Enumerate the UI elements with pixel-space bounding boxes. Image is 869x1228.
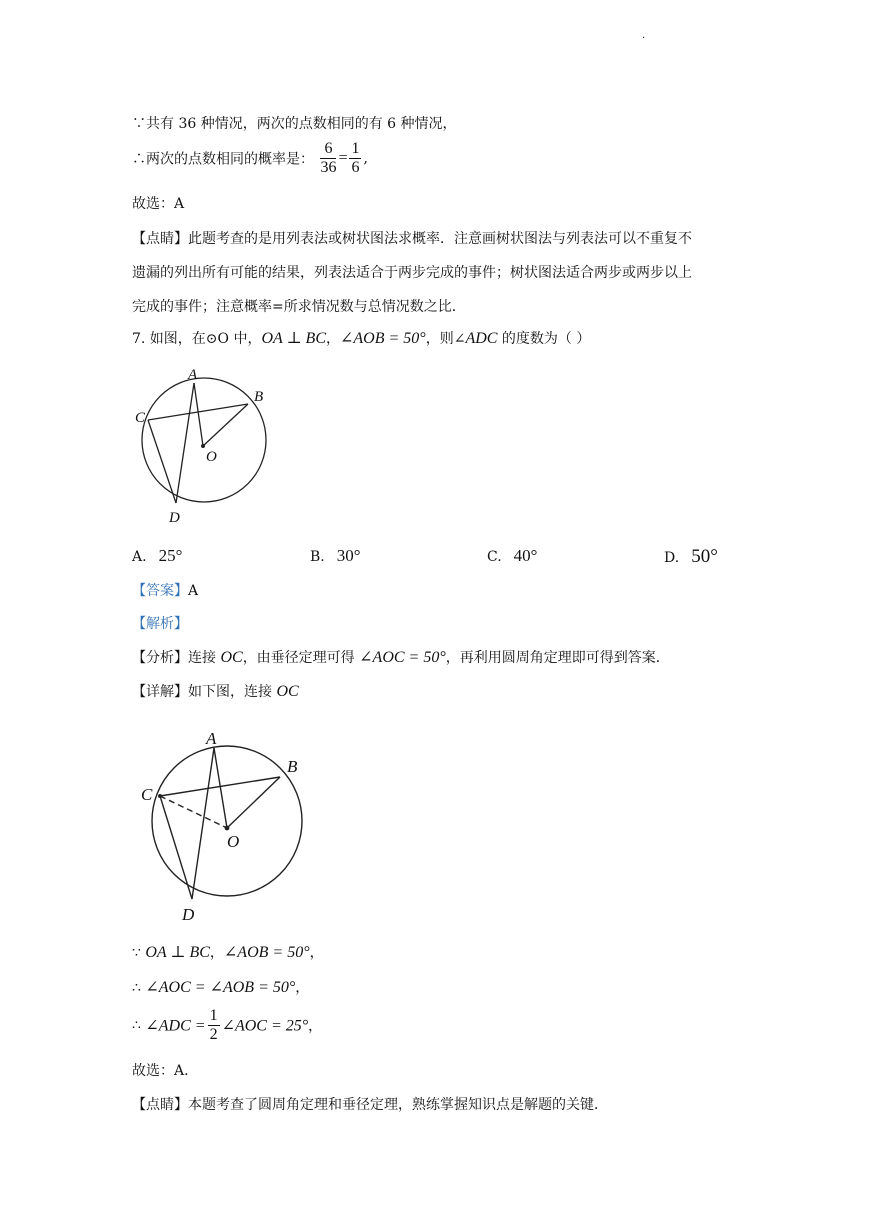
option-a[interactable]: A. 25° xyxy=(132,546,183,565)
fraction-6-36: $\frac{6}{36}$ xyxy=(320,140,337,176)
option-b[interactable]: B. 30° xyxy=(310,546,361,565)
sol6-line-1: ∵共有 36 种情况，两次的点数相同的有 6 种情况， xyxy=(132,116,457,132)
sol6-comment-1: 【点睛】此题考查的是用列表法或树状图法求概率．注意画树状图法与列表法可以不重复不 xyxy=(132,231,692,247)
label-c: C xyxy=(135,410,146,426)
label-o-2: O xyxy=(227,832,240,851)
answer-line: 【答案】A xyxy=(132,583,199,599)
sol6-choice: 故选：A xyxy=(132,196,185,212)
fraction-1-6: $\frac{1}{6}$ xyxy=(351,140,360,176)
solution-figure xyxy=(130,722,320,927)
label-a-2: A xyxy=(206,729,217,748)
analysis-fenxi: 【分析】连接 OC，由垂径定理可得 ∠AOC = 50°，再利用圆周角定理即可得到答案． xyxy=(132,649,670,666)
final-choice: 故选：A． xyxy=(132,1063,199,1079)
analysis-tag: 【解析】 xyxy=(132,616,188,632)
circle-o-2 xyxy=(152,746,302,896)
option-c[interactable]: C. 40° xyxy=(487,546,538,565)
final-comment: 【点睛】本题考查了圆周角定理和垂径定理，熟练掌握知识点是解题的关键． xyxy=(132,1097,608,1113)
step-3: ∴ ∠ADC = $\frac{1}{2}$ ∠AOC = 25°， xyxy=(132,1007,323,1043)
option-d[interactable]: D. 50° xyxy=(664,546,718,567)
step-1: ∵ OA ⊥ BC，∠AOB = 50°， xyxy=(132,944,324,961)
label-a: A xyxy=(188,367,198,383)
circle-o xyxy=(142,378,266,502)
label-b-2: B xyxy=(287,757,298,776)
corner-mark: . xyxy=(642,30,646,41)
label-c-2: C xyxy=(141,785,153,804)
label-d-2: D xyxy=(182,905,195,924)
label-o: O xyxy=(206,449,217,465)
analysis-detail: 【详解】如下图，连接 OC xyxy=(132,683,299,700)
comment-tag: 【点睛】 xyxy=(132,231,188,247)
step-2: ∴ ∠AOC = ∠AOB = 50°， xyxy=(132,979,310,996)
q7-figure xyxy=(125,360,285,530)
label-b: B xyxy=(254,389,264,405)
fraction-1-2: $\frac{1}{2}$ xyxy=(209,1007,218,1043)
sol6-line-2: ∴两次的点数相同的概率是： $\frac{6}{36}$ = $\frac{1}{6}$ , xyxy=(132,140,368,176)
label-d: D xyxy=(169,510,180,526)
sol6-comment-3: 完成的事件；注意概率=所求情况数与总情况数之比． xyxy=(132,299,466,315)
q7-stem: 7. 如图，在⊙O 中，OA ⊥ BC，∠AOB = 50°，则∠ADC 的度数为（ ） xyxy=(132,330,591,347)
sol6-comment-2: 遗漏的列出所有可能的结果，列表法适合于两步完成的事件；树状图法适合两步或两步以上 xyxy=(132,265,692,281)
answer-tag: 【答案】 xyxy=(132,583,188,599)
